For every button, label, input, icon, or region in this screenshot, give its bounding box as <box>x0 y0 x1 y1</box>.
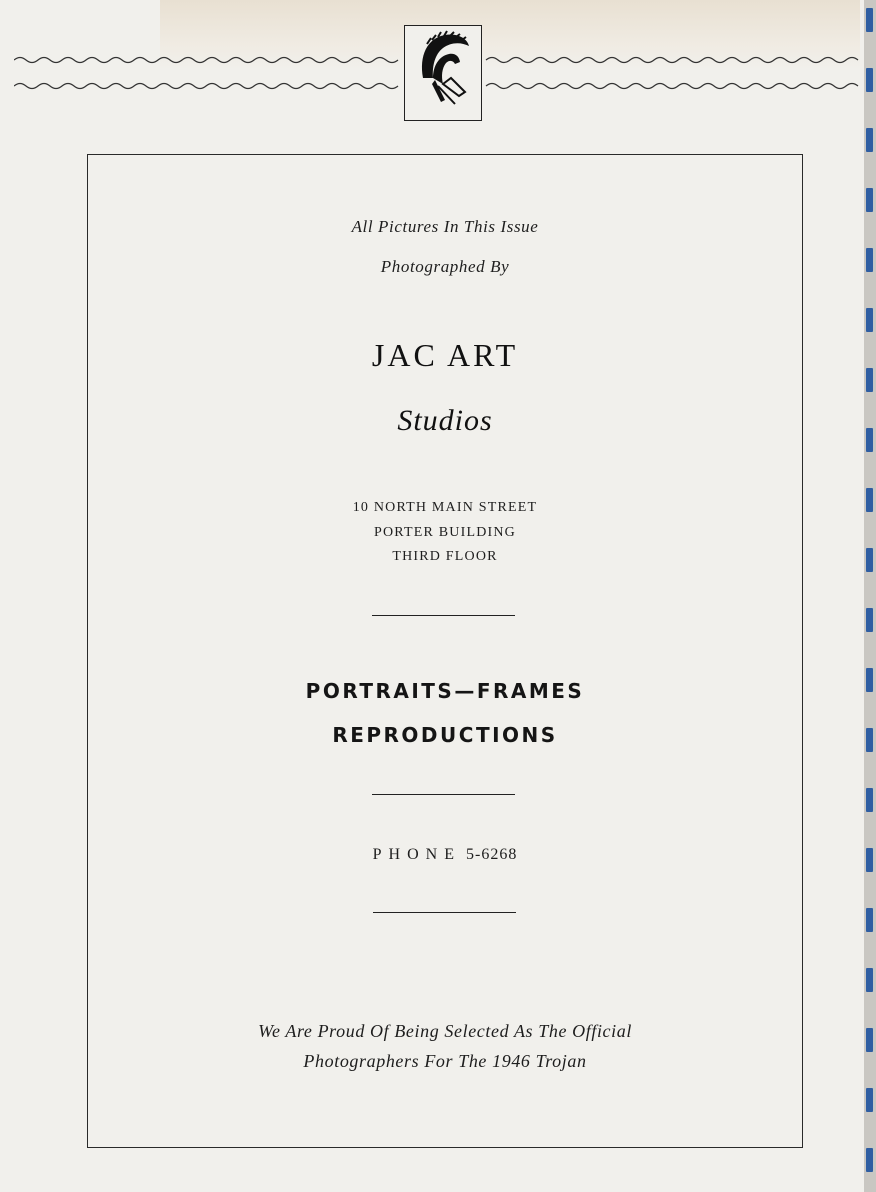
services-line-2: REPRODUCTIONS <box>332 723 558 747</box>
address-line-1: 10 NORTH MAIN STREET <box>352 500 538 515</box>
phone-number: 5-6268 <box>466 846 518 863</box>
phone-label: PHONE <box>372 846 461 863</box>
services-line-1: PORTRAITS—FRAMES <box>305 679 585 703</box>
intro-line-1: All Pictures In This Issue <box>351 217 539 236</box>
divider-3 <box>373 912 516 913</box>
closing-line-2: Photographers For The 1946 Trojan <box>303 1051 587 1071</box>
phone-line <box>87 846 803 864</box>
divider-1 <box>372 615 515 616</box>
spiral-binding <box>864 0 876 1192</box>
intro-line-2: Photographed By <box>380 257 510 276</box>
trojan-helmet-icon <box>404 25 482 121</box>
divider-2 <box>372 794 515 795</box>
closing-line-1: We Are Proud Of Being Selected As The Official <box>258 1021 632 1041</box>
studio-suffix: Studios <box>397 404 493 437</box>
address-line-2: PORTER BUILDING <box>374 525 516 540</box>
address-line-3: THIRD FLOOR <box>392 549 498 564</box>
studio-name: JAC ART <box>371 337 519 373</box>
ad-border-frame <box>87 154 803 1148</box>
